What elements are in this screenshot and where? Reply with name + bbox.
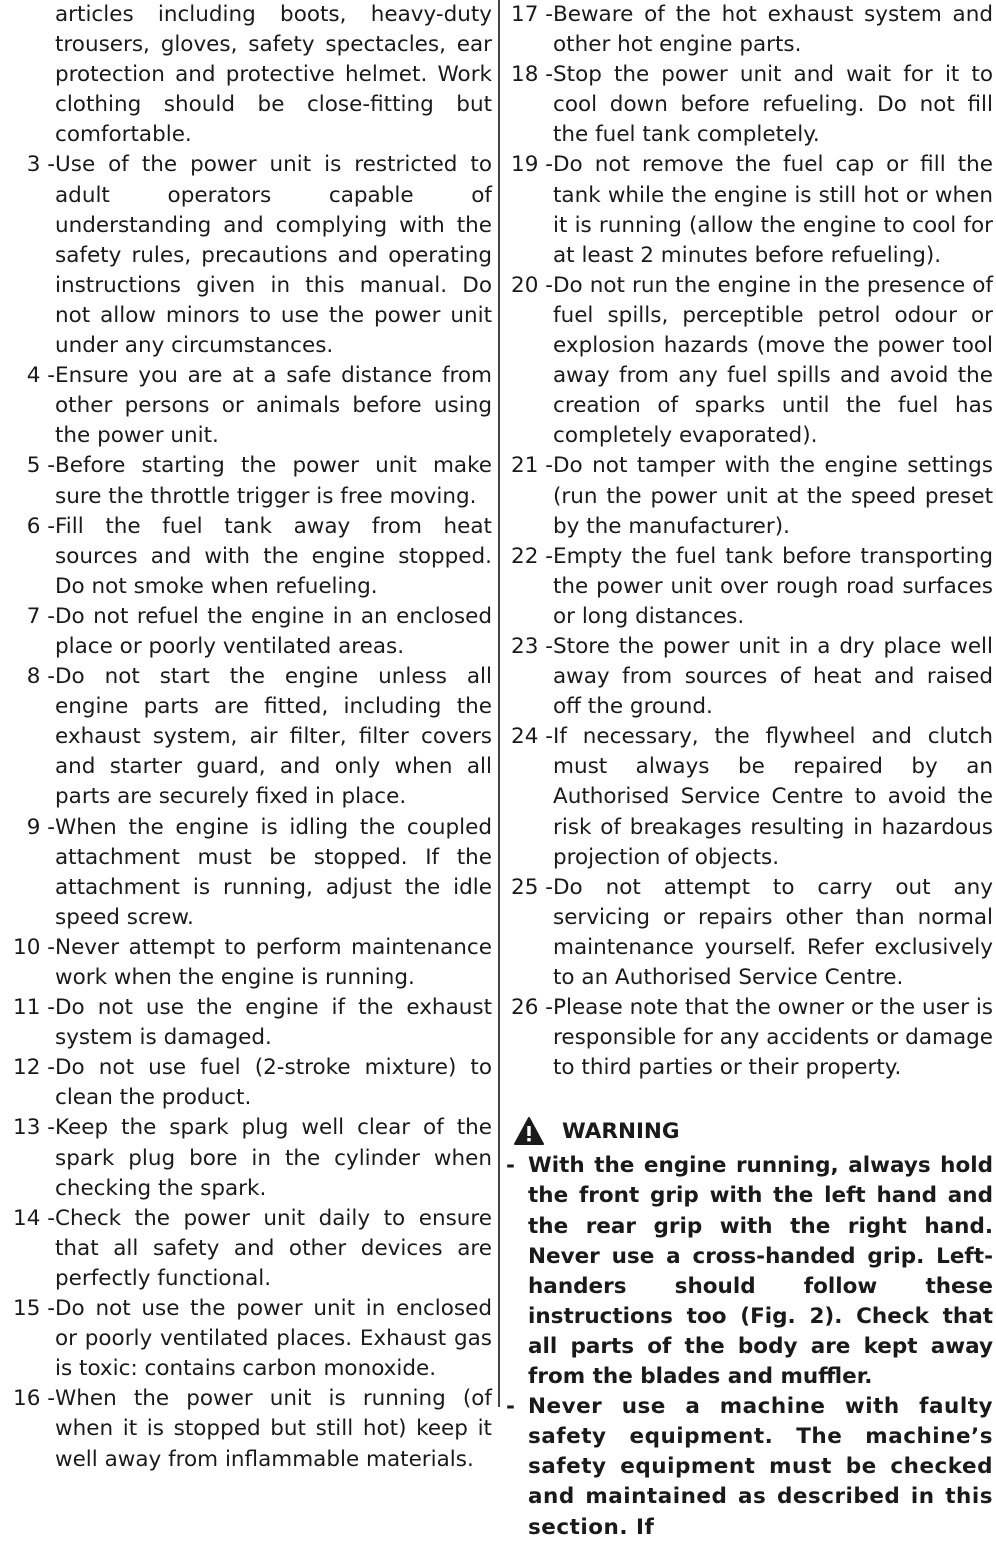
item-number: 22 - <box>511 543 553 569</box>
item-number: 12 - <box>13 1055 55 1081</box>
item-text: Keep the spark plug well clear of the spark plug bore in the cylinder when checking the spark. <box>55 1115 492 1201</box>
item-text: Use of the power unit is restricted to adult operators capable of understanding and complying with the safety rules, precautions and operating instructions given in this manual. Do not allow minors to use the power unit under any circumstances. <box>55 152 492 359</box>
item-number: 18 - <box>511 62 553 88</box>
item-number: 23 - <box>511 633 553 659</box>
bullet-dash: - <box>506 1394 515 1420</box>
item-text: Never attempt to perform maintenance work when the engine is running. <box>55 934 492 990</box>
safety-item <box>500 722 993 872</box>
item-text: When the power unit is running (of when it is stopped but still hot) keep it well away from inflammable materials. <box>55 1386 492 1472</box>
item-number: 3 - <box>26 152 55 178</box>
item-number: 19 - <box>511 152 553 178</box>
item-number: 13 - <box>13 1115 55 1141</box>
safety-item <box>500 542 993 632</box>
safety-item <box>0 1384 492 1474</box>
safety-item <box>0 1113 492 1203</box>
safety-item <box>0 602 492 662</box>
item-text: Do not run the engine in the presence of fuel spills, perceptible petrol odour or explosion hazards (move the power tool away from any fuel spills and avoid the creation of sparks until the fuel has completely evaporated). <box>553 272 993 449</box>
item-number: 6 - <box>26 513 55 539</box>
item-number: 21 - <box>511 453 553 479</box>
safety-item <box>500 150 993 270</box>
item-text: Beware of the hot exhaust system and other hot engine parts. <box>553 2 993 58</box>
safety-item <box>500 993 993 1083</box>
item-number: 26 - <box>511 995 553 1021</box>
item-number: 9 - <box>26 814 55 840</box>
bullet-text: Never use a machine with faulty safety equipment. The machine’s safety equipment must be checked and maintained as described in this section. If <box>528 1394 993 1540</box>
item-number: 10 - <box>13 934 55 960</box>
safety-item <box>0 1294 492 1384</box>
item-number: 24 - <box>511 724 553 750</box>
item-number: 14 - <box>13 1205 55 1231</box>
item-text: Ensure you are at a safe distance from other persons or animals before using the power unit. <box>55 363 492 449</box>
item-text: Do not use the engine if the exhaust system is damaged. <box>55 995 492 1051</box>
item-number: 15 - <box>13 1296 55 1322</box>
continuation-text: articles including boots, heavy-duty trousers, gloves, safety spectacles, ear protection and protective helmet. Work clothing should be close-fitting but comfortable. <box>55 2 492 148</box>
safety-item <box>500 632 993 722</box>
item-text: Stop the power unit and wait for it to cool down before refueling. Do not fill the fuel tank completely. <box>553 62 993 148</box>
item-text: Do not remove the fuel cap or fill the tank while the engine is still hot or when it is running (allow the engine to cool for at least 2 minutes before refueling). <box>553 152 993 268</box>
item-text: Please note that the owner or the user is responsible for any accidents or damage to third parties or their property. <box>553 995 993 1081</box>
item-number: 5 - <box>26 453 55 479</box>
item-text: Do not tamper with the engine settings (run the power unit at the speed preset by the manufacturer). <box>553 453 993 539</box>
safety-item <box>0 662 492 812</box>
right-column <box>500 0 993 1543</box>
item-number: 17 - <box>511 2 553 27</box>
item-text: Do not use fuel (2-stroke mixture) to clean the product. <box>55 1055 492 1111</box>
safety-item <box>0 512 492 602</box>
warning-triangle-icon <box>514 1117 544 1145</box>
item-text: Check the power unit daily to ensure that all safety and other devices are perfectly functional. <box>55 1205 492 1291</box>
safety-item <box>0 1204 492 1294</box>
bullet-text: With the engine running, always hold the front grip with the left hand and the rear grip with the right hand. Never use a cross-handed grip. Left-handers should follow these instructions too (Fig. 2). Check that all parts of the body are kept away from the blades and muffler. <box>528 1153 993 1390</box>
safety-item <box>500 873 993 993</box>
item-text: When the engine is idling the coupled attachment must be stopped. If the attachment is running, adjust the idle speed screw. <box>55 814 492 930</box>
safety-item <box>0 993 492 1053</box>
item-text: If necessary, the flywheel and clutch must always be repaired by an Authorised Service Centre to avoid the risk of breakages resulting in hazardous projection of objects. <box>553 724 993 870</box>
item-text: Before starting the power unit make sure the throttle trigger is free moving. <box>55 453 492 509</box>
item-text: Empty the fuel tank before transporting the power unit over rough road surfaces or long distances. <box>553 543 993 629</box>
safety-item <box>0 933 492 993</box>
item-number: 8 - <box>26 664 55 690</box>
warning-bullet <box>500 1151 993 1392</box>
warning-heading <box>500 1117 993 1151</box>
item-text: Store the power unit in a dry place well away from sources of heat and raised off the ground. <box>553 633 993 720</box>
item-number: 16 - <box>13 1386 55 1412</box>
item-text: Do not use the power unit in enclosed or poorly ventilated places. Exhaust gas is toxic: contains carbon monoxide. <box>55 1296 492 1382</box>
item-number: 4 - <box>26 363 55 389</box>
safety-item <box>500 60 993 150</box>
warning-title: WARNING <box>562 1119 680 1145</box>
safety-item <box>0 451 492 511</box>
item-number: 11 - <box>13 995 55 1021</box>
item-number: 7 - <box>26 603 55 629</box>
left-column <box>0 0 492 1475</box>
item-text: Do not attempt to carry out any servicing or repairs other than normal maintenance yourself. Refer exclusively to an Authorised Service Centre. <box>553 874 993 990</box>
safety-item <box>0 361 492 451</box>
item-text: Do not start the engine unless all engine parts are fitted, including the exhaust system, air filter, filter covers and starter guard, and only when all parts are securely fixed in place. <box>55 664 492 810</box>
safety-item <box>500 0 993 60</box>
item-number: 25 - <box>511 874 553 900</box>
item-text: Do not refuel the engine in an enclosed place or poorly ventilated areas. <box>55 603 492 659</box>
item-number: 20 - <box>511 272 553 298</box>
safety-item <box>0 150 492 361</box>
item-text: Fill the fuel tank away from heat sources and with the engine stopped. Do not smoke when refueling. <box>55 513 492 599</box>
safety-item <box>500 271 993 452</box>
safety-item <box>500 451 993 541</box>
bullet-dash: - <box>506 1153 515 1179</box>
safety-item <box>0 813 492 933</box>
warning-bullet <box>500 1392 993 1542</box>
safety-item <box>0 1053 492 1113</box>
